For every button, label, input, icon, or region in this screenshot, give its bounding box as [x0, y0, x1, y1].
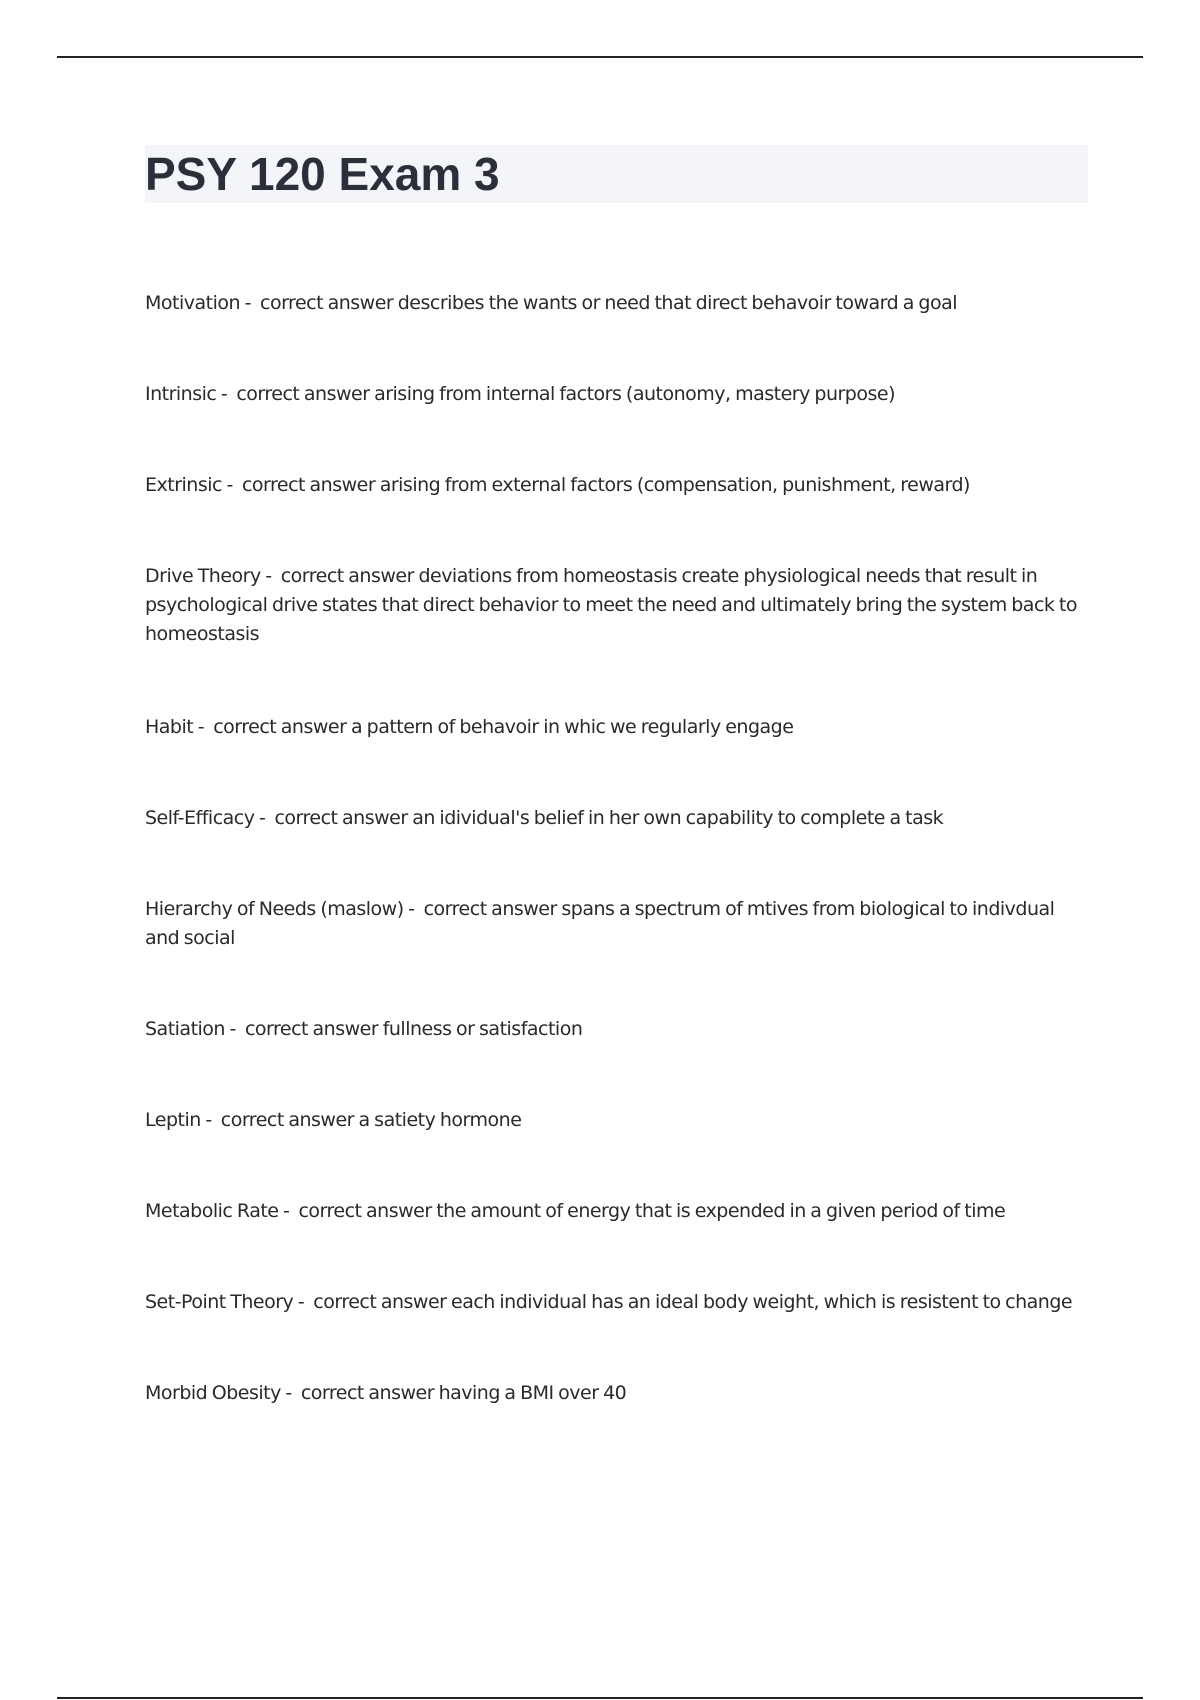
- entry-term: Habit: [145, 716, 194, 738]
- entry-term: Metabolic Rate: [145, 1200, 279, 1222]
- entry-term: Extrinsic: [145, 474, 222, 496]
- list-item: [145, 1106, 521, 1135]
- entry-separator: - correct answer: [200, 1109, 359, 1131]
- entry-answer: an idividual's belief in her own capability to complete a task: [412, 807, 944, 829]
- entry-separator: - correct answer: [193, 716, 351, 738]
- entry-separator: - correct answer: [216, 383, 375, 405]
- entry-term: Drive Theory: [145, 565, 261, 587]
- entry-term: Morbid Obesity: [145, 1382, 281, 1404]
- title-banner: [145, 145, 1088, 203]
- list-item: [145, 471, 970, 500]
- list-item: [145, 1288, 1105, 1317]
- entry-answer: spans a spectrum of mtives from biological to indivdual and social: [145, 898, 1055, 949]
- entry-term: Motivation: [145, 292, 241, 314]
- entry-term: Intrinsic: [145, 383, 217, 405]
- list-item: [145, 804, 943, 833]
- entry-term: Set-Point Theory: [145, 1291, 294, 1313]
- entry-answer: having a BMI over 40: [438, 1382, 627, 1404]
- entry-answer: arising from external factors (compensation, punishment, reward): [379, 474, 970, 496]
- bottom-rule: [57, 1697, 1143, 1699]
- entry-answer: describes the wants or need that direct behavoir toward a goal: [397, 292, 957, 314]
- entry-answer: the amount of energy that is expended in a given period of time: [436, 1200, 1006, 1222]
- list-item: [145, 1197, 1005, 1226]
- entry-separator: - correct answer: [403, 898, 562, 920]
- list-item: [145, 380, 895, 409]
- entry-term: Self-Efficacy: [145, 807, 255, 829]
- list-item: [145, 289, 957, 318]
- entry-separator: - correct answer: [240, 292, 398, 314]
- list-item: [145, 895, 1088, 953]
- list-item: [145, 1379, 626, 1408]
- entry-answer: deviations from homeostasis create physiological needs that result in psychological drive states that direct behavior to meet the need and ultimately bring the system back to homeostasis: [145, 565, 1078, 645]
- list-item: [145, 713, 793, 742]
- entry-answer: each individual has an ideal body weight, which is resistent to change: [451, 1291, 1073, 1313]
- entry-term: Leptin: [145, 1109, 201, 1131]
- entry-separator: - correct answer: [260, 565, 419, 587]
- list-item: [145, 1015, 582, 1044]
- entry-separator: - correct answer: [224, 1018, 383, 1040]
- entry-separator: - correct answer: [293, 1291, 452, 1313]
- entry-term: Satiation: [145, 1018, 225, 1040]
- entry-answer: arising from internal factors (autonomy, mastery purpose): [374, 383, 895, 405]
- top-rule: [57, 56, 1143, 58]
- list-item: [145, 562, 1088, 649]
- entry-term: Hierarchy of Needs (maslow): [145, 898, 404, 920]
- page-title: PSY 120 Exam 3: [145, 148, 500, 200]
- entry-separator: - correct answer: [278, 1200, 437, 1222]
- entry-answer: fullness or satisfaction: [382, 1018, 583, 1040]
- entry-answer: a pattern of behavoir in whic we regularly engage: [350, 716, 794, 738]
- entry-answer: a satiety hormone: [358, 1109, 522, 1131]
- entry-separator: - correct answer: [221, 474, 380, 496]
- entry-separator: - correct answer: [280, 1382, 439, 1404]
- entry-separator: - correct answer: [254, 807, 413, 829]
